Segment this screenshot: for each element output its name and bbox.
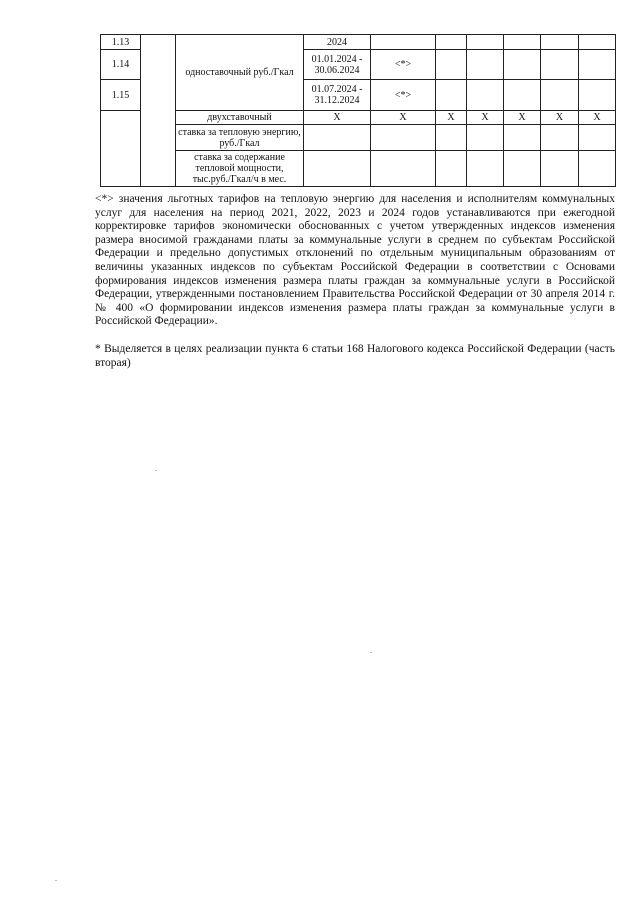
tariff-mark: <*> <box>371 80 436 111</box>
notes-block <box>95 193 615 370</box>
heat-rate-label: ставка за тепловую энергию, руб./Гкал <box>176 125 304 151</box>
scan-speck <box>55 880 57 881</box>
tariff-table <box>100 34 616 187</box>
period-cell: 01.07.2024 - 31.12.2024 <box>304 80 371 111</box>
x-mark: Х <box>504 111 541 125</box>
table-row-two-part <box>101 111 616 125</box>
x-mark: Х <box>371 111 436 125</box>
two-part-label: двухставочный <box>176 111 304 125</box>
tariff-mark: <*> <box>371 50 436 80</box>
scan-speck <box>155 470 157 471</box>
x-mark: Х <box>467 111 504 125</box>
blank-column-cell <box>141 35 176 187</box>
capacity-rate-label: ставка за содержание тепловой мощности, тыс.руб./Гкал/ч в мес. <box>176 151 304 187</box>
scan-speck <box>370 652 372 653</box>
row-number: 1.14 <box>101 50 141 80</box>
table-row-1-13 <box>101 35 616 50</box>
x-mark: Х <box>541 111 579 125</box>
empty-number-cell <box>101 111 141 187</box>
x-mark: Х <box>304 111 371 125</box>
table-row-capacity-rate <box>101 151 616 187</box>
year-cell: 2024 <box>304 35 371 50</box>
x-mark: Х <box>579 111 616 125</box>
tariff-type-cell: одноставочный руб./Гкал <box>176 35 304 111</box>
x-mark: Х <box>436 111 467 125</box>
period-cell: 01.01.2024 - 30.06.2024 <box>304 50 371 80</box>
table-row-heat-rate <box>101 125 616 151</box>
asterisk-note: <*> значения льготных тарифов на тепловую энергию для населения и исполнителям коммунальных услуг для населения на период 2021, 2022, 2023 и 2024 годов устанавливаются при ежегодной корректировке тарифов экономически обоснованных с учетом утвержденных индексов изменения размера вносимой гражданами платы за коммунальные услуги в среднем по субъектам Российской Федерации и предельно допустимых отклонений по отдельным муниципальным образованиям от величины указанных индексов по субъектам Российской Федерации в соответствии с Основами формирования индексов изменения размера платы граждан за коммунальные услуги в Российской Федерации, утвержденными постановлением Правительства Российской Федерации от 30 апреля 2014 г. № 400 «О формировании индексов изменения размера платы граждан за коммунальные услуги в Российской Федерации». <box>95 193 615 328</box>
row-number: 1.13 <box>101 35 141 50</box>
tax-footnote: * Выделяется в целях реализации пункта 6 статьи 168 Налогового кодекса Российской Федерации (часть вторая) <box>95 342 615 369</box>
row-number: 1.15 <box>101 80 141 111</box>
